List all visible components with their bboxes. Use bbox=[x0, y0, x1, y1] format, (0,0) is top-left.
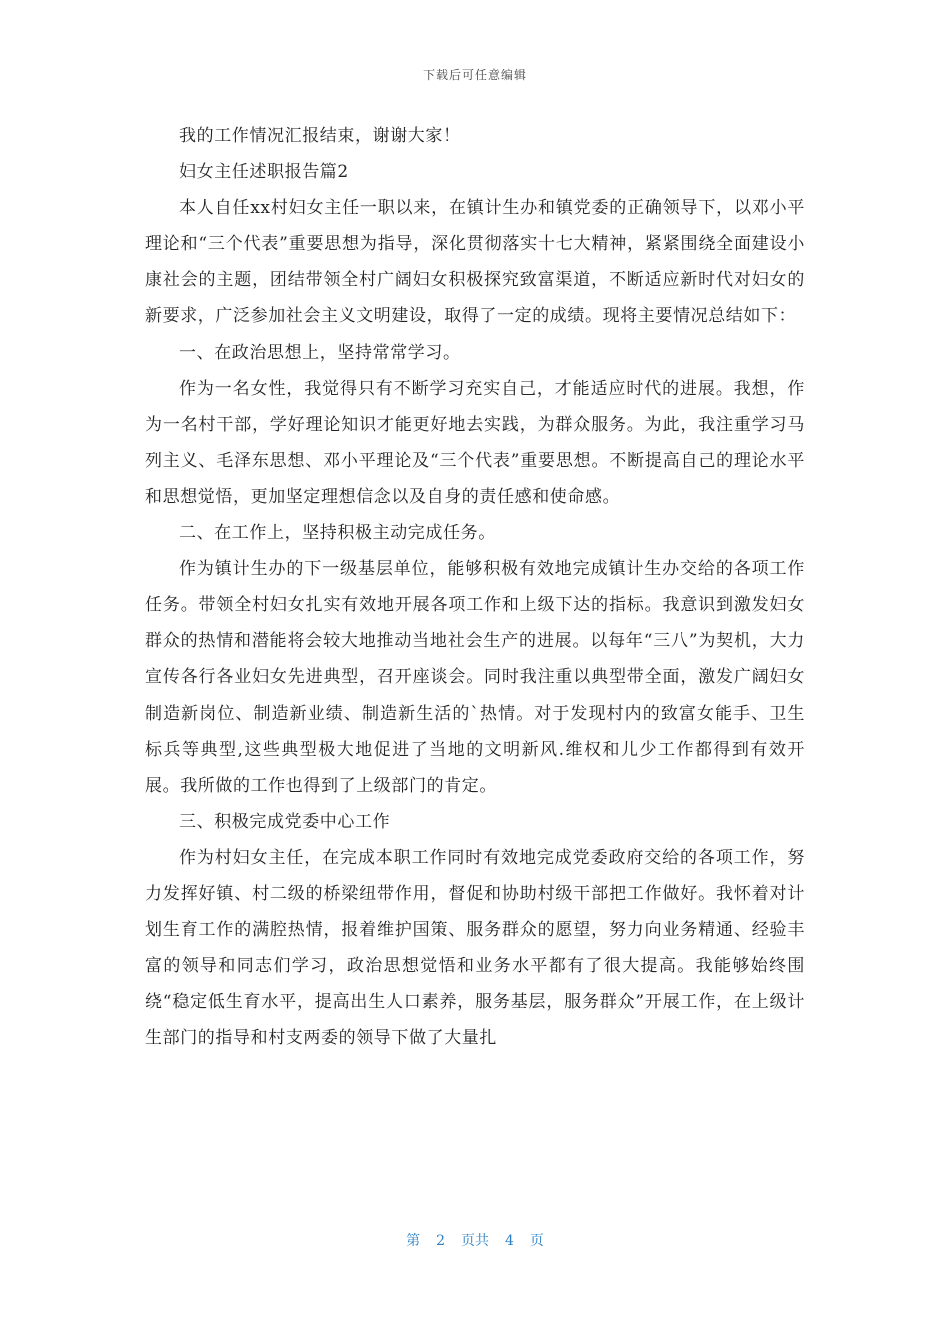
intro-paragraph: 本人自任xx村妇女主任一职以来，在镇计生办和镇党委的正确领导下，以邓小平理论和“三个代表”重要思想为指导，深化贯彻落实十七大精神，紧紧围绕全面建设小康社会的主题，团结带领全村广阔妇女积极探究致富渠道，不断适应新时代对妇女的新要求，广泛参加社会主义文明建设，取得了一定的成绩。现将主要情况总结如下： bbox=[145, 198, 805, 327]
section-1-paragraph: 作为一名女性，我觉得只有不断学习充实自己，才能适应时代的进展。我想，作为一名村干部，学好理论知识才能更好地去实践，为群众服务。为此，我注重学习马列主义、毛泽东思想、邓小平理论及“三个代表”重要思想。不断提高自己的理论水平和思想觉悟，更加坚定理想信念以及自身的责任感和使命感。 bbox=[145, 378, 805, 507]
section-heading-3: 三、积极完成党委中心工作 bbox=[179, 811, 391, 832]
footer-suffix: 页 bbox=[529, 1233, 544, 1249]
section-2-paragraph: 作为镇计生办的下一级基层单位，能够积极有效地完成镇计生办交给的各项工作任务。带领全村妇女扎实有效地开展各项工作和上级下达的指标。我意识到激发妇女群众的热情和潜能将会较大地推动当地社会生产的进展。以每年“三八”为契机，大力宣传各行各业妇女先进典型，召开座谈会。同时我注重以典型带全面，激发广阔妇女制造新岗位、制造新业绩、制造新生活的`热情。对于发现村内的致富女能手、卫生标兵等典型,这些典型极大地促进了当地的文明新风.维权和儿少工作都得到有效开展。我所做的工作也得到了上级部门的肯定。 bbox=[145, 559, 805, 796]
document-body bbox=[145, 118, 805, 1056]
closing-line: 我的工作情况汇报结束，谢谢大家！ bbox=[179, 126, 461, 146]
footer-prefix: 第 bbox=[406, 1233, 421, 1249]
section-3-paragraph: 作为村妇女主任，在完成本职工作同时有效地完成党委政府交给的各项工作，努力发挥好镇、村二级的桥梁纽带作用，督促和协助村级干部把工作做好。我怀着对计划生育工作的满腔热情，报着维护国策、服务群众的愿望，努力向业务精通、经验丰富的领导和同志们学习，政治思想觉悟和业务水平都有了很大提高。我能够始终围绕“稳定低生育水平，提高出生人口素养，服务基层，服务群众”开展工作，在上级计生部门的指导和村支两委的领导下做了大量扎 bbox=[145, 847, 805, 1049]
page-header: 下载后可任意编辑 bbox=[422, 68, 527, 82]
section-heading-1: 一、在政治思想上，坚持常常学习。 bbox=[179, 342, 461, 363]
page-footer bbox=[0, 1230, 950, 1250]
total-page-count: 4 bbox=[505, 1233, 514, 1249]
report-title: 妇女主任述职报告篇2 bbox=[179, 162, 349, 183]
footer-middle: 页共 bbox=[461, 1233, 489, 1249]
section-heading-2: 二、在工作上，坚持积极主动完成任务。 bbox=[179, 523, 496, 544]
current-page-number: 2 bbox=[436, 1233, 445, 1249]
